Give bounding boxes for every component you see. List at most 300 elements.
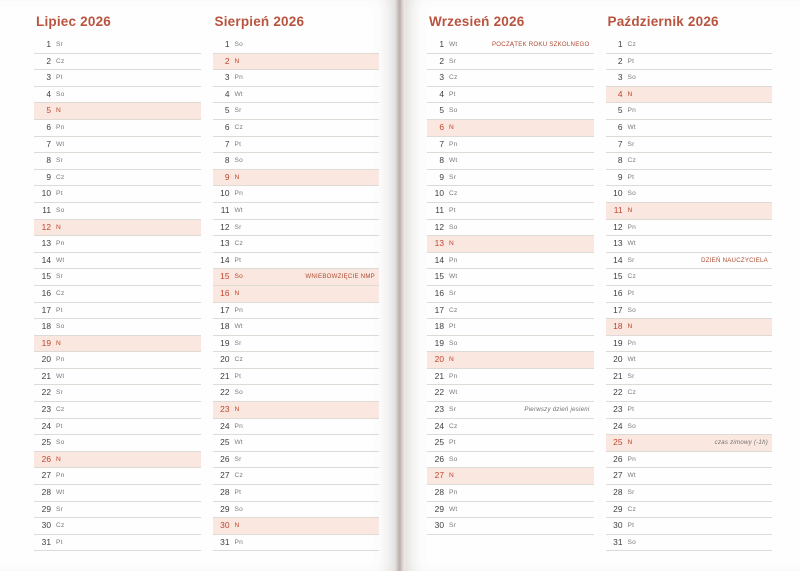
day-row (606, 352, 773, 369)
day-weekday: N (56, 223, 61, 231)
day-number: 15 (41, 271, 51, 282)
day-number: 24 (41, 420, 51, 431)
day-number: 13 (220, 238, 230, 249)
day-weekday: Wt (627, 123, 636, 131)
day-row (213, 203, 380, 220)
day-weekday: Wt (449, 389, 458, 397)
day-list (606, 37, 773, 563)
day-weekday: Sr (234, 107, 242, 115)
day-row (606, 502, 773, 519)
day-number: 6 (224, 121, 230, 132)
day-weekday: Cz (627, 389, 636, 397)
day-row (34, 518, 201, 535)
day-number: 13 (434, 238, 444, 249)
day-number: 27 (220, 470, 230, 481)
day-weekday: So (627, 422, 636, 430)
day-number: 4 (46, 88, 51, 99)
day-weekday: Pn (56, 356, 65, 364)
day-number: 12 (220, 221, 230, 232)
day-row (34, 419, 201, 436)
day-number: 16 (434, 287, 444, 298)
day-number: 17 (434, 304, 444, 315)
day-weekday: So (56, 90, 65, 98)
day-number: 13 (613, 238, 623, 249)
day-row (213, 369, 380, 386)
day-number: 20 (434, 354, 444, 365)
day-row (606, 220, 773, 237)
day-row (34, 402, 201, 419)
day-row (213, 468, 380, 485)
day-number: 24 (220, 420, 230, 431)
day-row (427, 369, 594, 386)
day-weekday: Pt (56, 306, 63, 314)
day-weekday: So (234, 389, 243, 397)
day-weekday: Sr (449, 522, 456, 530)
day-row (34, 286, 201, 303)
day-row (606, 54, 773, 71)
day-weekday: N (449, 240, 454, 248)
day-number: 30 (434, 520, 444, 531)
day-weekday: Pn (449, 372, 458, 380)
day-weekday: Pt (234, 372, 242, 380)
day-number: 30 (41, 520, 51, 531)
day-number: 28 (41, 487, 51, 498)
day-row (34, 120, 201, 137)
day-number: 14 (220, 254, 230, 265)
day-weekday: N (449, 123, 454, 131)
day-row (427, 435, 594, 452)
day-row (606, 303, 773, 320)
day-number: 25 (41, 437, 51, 448)
day-row (34, 352, 201, 369)
day-row (213, 319, 380, 336)
day-number: 12 (613, 221, 623, 232)
day-number: 9 (617, 171, 623, 182)
day-row (427, 37, 594, 54)
day-weekday: N (234, 289, 240, 297)
day-weekday: So (449, 223, 458, 231)
day-weekday: So (56, 206, 65, 214)
day-weekday: Sr (449, 57, 456, 65)
day-row (213, 385, 380, 402)
day-number: 1 (617, 39, 623, 49)
day-row (427, 485, 594, 502)
day-number: 29 (434, 503, 444, 514)
day-weekday: Pt (234, 140, 242, 148)
day-weekday: Cz (56, 173, 65, 181)
day-weekday: So (627, 74, 636, 82)
day-row (606, 468, 773, 485)
day-number: 24 (434, 420, 444, 431)
day-weekday: Wt (449, 273, 458, 281)
day-weekday: Cz (234, 123, 243, 131)
day-row (34, 153, 201, 170)
day-number: 2 (439, 55, 444, 66)
day-number: 5 (439, 105, 444, 116)
day-row (34, 385, 201, 402)
day-weekday: Sr (56, 389, 63, 397)
day-number: 7 (617, 138, 623, 149)
day-weekday: Pt (627, 406, 635, 414)
day-row (427, 385, 594, 402)
day-weekday: Cz (449, 190, 458, 198)
day-weekday: So (627, 190, 636, 198)
day-number: 11 (220, 204, 230, 215)
day-weekday: Sr (449, 406, 456, 414)
day-number: 25 (613, 437, 623, 448)
day-number: 10 (434, 188, 444, 199)
day-row (34, 54, 201, 71)
day-row (427, 419, 594, 436)
day-row (213, 352, 380, 369)
day-number: 31 (41, 536, 51, 547)
day-row (606, 203, 773, 220)
day-row (427, 402, 594, 419)
day-weekday: So (234, 505, 243, 513)
day-row (213, 518, 380, 535)
day-row (606, 186, 773, 203)
day-weekday: So (234, 41, 243, 48)
day-row (427, 153, 594, 170)
day-number: 10 (613, 188, 623, 199)
day-number: 7 (439, 138, 444, 149)
day-weekday: N (234, 173, 240, 181)
day-number: 6 (439, 121, 444, 132)
day-row (213, 54, 380, 71)
day-row (213, 236, 380, 253)
day-row (427, 336, 594, 353)
day-weekday: Pt (56, 190, 63, 198)
day-row (427, 452, 594, 469)
day-weekday: Sr (449, 289, 456, 297)
day-weekday: Sr (56, 273, 63, 281)
day-list (213, 37, 380, 563)
day-number: 7 (224, 138, 230, 149)
day-number: 20 (613, 354, 623, 365)
day-row (213, 303, 380, 320)
day-number: 28 (434, 487, 444, 498)
day-number: 1 (46, 39, 51, 49)
day-number: 30 (613, 520, 623, 531)
day-number: 4 (439, 88, 444, 99)
day-row (427, 220, 594, 237)
month-column-sierpien (207, 14, 386, 563)
day-row (34, 137, 201, 154)
day-weekday: N (449, 472, 454, 480)
day-weekday: Wt (234, 439, 243, 447)
day-weekday: Cz (56, 57, 65, 65)
day-row (606, 269, 773, 286)
day-row (34, 236, 201, 253)
day-weekday: Pn (627, 223, 636, 231)
day-weekday: N (627, 439, 633, 447)
day-row (213, 452, 380, 469)
day-row (34, 253, 201, 270)
day-row (213, 220, 380, 237)
day-weekday: Cz (627, 505, 636, 513)
day-number: 31 (613, 536, 623, 547)
day-row (213, 70, 380, 87)
day-row (606, 120, 773, 137)
day-weekday: Pn (234, 306, 243, 314)
day-number: 31 (220, 536, 230, 547)
day-weekday: N (627, 323, 633, 331)
day-row (213, 269, 380, 286)
day-row (606, 402, 773, 419)
day-weekday: Pt (56, 538, 63, 546)
day-weekday: Pn (234, 538, 243, 546)
day-weekday: Wt (449, 505, 458, 513)
day-row (427, 186, 594, 203)
day-weekday: Pn (56, 123, 65, 131)
day-row (34, 103, 201, 120)
day-row (427, 319, 594, 336)
day-row (427, 203, 594, 220)
day-number: 27 (434, 470, 444, 481)
day-row (34, 186, 201, 203)
day-row (606, 153, 773, 170)
day-weekday: Pn (234, 422, 243, 430)
day-weekday: Wt (234, 90, 243, 98)
day-weekday: Cz (56, 289, 65, 297)
day-number: 8 (439, 155, 444, 166)
day-row (34, 269, 201, 286)
day-row (213, 535, 380, 552)
day-number: 21 (434, 370, 444, 381)
day-number: 3 (439, 72, 444, 83)
day-weekday: Wt (627, 240, 636, 248)
day-row (427, 518, 594, 535)
day-row (606, 170, 773, 187)
day-number: 10 (220, 188, 230, 199)
day-number: 23 (41, 404, 51, 415)
day-row (427, 103, 594, 120)
day-number: 26 (220, 453, 230, 464)
day-number: 26 (613, 453, 623, 464)
day-number: 21 (220, 370, 230, 381)
day-row (34, 468, 201, 485)
day-number: 21 (613, 370, 623, 381)
book-spine (395, 0, 405, 571)
day-number: 3 (617, 72, 623, 83)
day-row (213, 153, 380, 170)
day-number: 23 (613, 404, 623, 415)
day-number: 23 (434, 404, 444, 415)
day-weekday: Wt (234, 323, 243, 331)
day-row (213, 336, 380, 353)
day-number: 2 (46, 55, 51, 66)
day-weekday: Cz (627, 41, 636, 48)
day-weekday: Sr (56, 157, 63, 165)
day-note: czas zimowy (-1h) (714, 439, 768, 447)
day-row (213, 253, 380, 270)
day-weekday: Wt (627, 356, 636, 364)
day-number: 26 (41, 453, 51, 464)
day-row (213, 402, 380, 419)
day-number: 8 (46, 155, 51, 166)
day-row (606, 103, 773, 120)
day-number: 25 (434, 437, 444, 448)
day-weekday: So (627, 306, 636, 314)
day-row (606, 385, 773, 402)
day-weekday: Cz (234, 240, 243, 248)
day-number: 12 (41, 221, 51, 232)
day-weekday: Cz (627, 273, 636, 281)
day-row (427, 502, 594, 519)
day-row (606, 319, 773, 336)
day-weekday: Pn (627, 339, 636, 347)
day-number: 13 (41, 238, 51, 249)
day-weekday: Sr (234, 339, 242, 347)
day-row (427, 87, 594, 104)
day-number: 23 (220, 404, 230, 415)
day-weekday: Pt (627, 289, 635, 297)
day-weekday: N (449, 356, 454, 364)
day-weekday: Pn (56, 240, 65, 248)
month-column-pazdziernik (600, 14, 779, 563)
day-weekday: N (56, 455, 61, 463)
day-weekday: N (627, 90, 633, 98)
day-number: 24 (613, 420, 623, 431)
day-weekday: Wt (56, 256, 65, 264)
day-row (606, 369, 773, 386)
day-number: 16 (220, 287, 230, 298)
day-row (34, 336, 201, 353)
day-row (427, 70, 594, 87)
day-weekday: N (234, 522, 240, 530)
day-number: 27 (613, 470, 623, 481)
day-weekday: Sr (449, 173, 456, 181)
day-weekday: Pt (234, 489, 242, 497)
day-row (34, 70, 201, 87)
day-number: 19 (613, 337, 623, 348)
day-weekday: Sr (56, 41, 63, 48)
day-number: 8 (224, 155, 230, 166)
day-number: 15 (613, 271, 623, 282)
day-number: 4 (224, 88, 230, 99)
day-number: 19 (434, 337, 444, 348)
day-row (427, 286, 594, 303)
day-number: 21 (41, 370, 51, 381)
day-row (427, 468, 594, 485)
day-number: 7 (46, 138, 51, 149)
day-row (606, 452, 773, 469)
month-title: Październik 2026 (607, 14, 719, 29)
day-row (427, 54, 594, 71)
day-number: 15 (220, 271, 230, 282)
day-number: 5 (46, 105, 51, 116)
day-row (34, 203, 201, 220)
day-number: 14 (613, 254, 623, 265)
day-row (34, 303, 201, 320)
day-row (213, 137, 380, 154)
day-weekday: Pt (56, 74, 63, 82)
day-row (427, 236, 594, 253)
day-weekday: Cz (56, 522, 65, 530)
day-weekday: Pn (449, 489, 458, 497)
day-row (427, 120, 594, 137)
day-number: 2 (224, 55, 230, 66)
day-row (606, 435, 773, 452)
day-row (213, 485, 380, 502)
day-row (34, 220, 201, 237)
day-row (427, 535, 594, 551)
day-weekday: Wt (56, 372, 65, 380)
day-number: 17 (220, 304, 230, 315)
day-number: 20 (41, 354, 51, 365)
day-row (427, 269, 594, 286)
day-row (34, 502, 201, 519)
day-weekday: Cz (449, 422, 458, 430)
day-row (427, 170, 594, 187)
day-weekday: Wt (56, 140, 65, 148)
day-number: 1 (439, 39, 444, 49)
month-column-lipiec (28, 14, 207, 563)
day-weekday: Pn (56, 472, 65, 480)
day-row (34, 319, 201, 336)
day-number: 9 (224, 171, 230, 182)
day-number: 16 (613, 287, 623, 298)
day-number: 8 (617, 155, 623, 166)
day-number: 29 (613, 503, 623, 514)
day-weekday: Pt (627, 522, 635, 530)
day-weekday: Wt (449, 41, 458, 48)
month-column-wrzesien (421, 14, 600, 563)
day-weekday: N (234, 57, 240, 65)
day-list (34, 37, 201, 563)
day-row (34, 87, 201, 104)
day-row (34, 485, 201, 502)
day-number: 22 (41, 387, 51, 398)
day-row (427, 303, 594, 320)
day-number: 14 (41, 254, 51, 265)
day-number: 9 (46, 171, 51, 182)
day-number: 6 (46, 121, 51, 132)
month-title: Lipiec 2026 (36, 14, 111, 29)
day-weekday: Cz (234, 356, 243, 364)
month-title: Wrzesień 2026 (429, 14, 525, 29)
day-row (34, 369, 201, 386)
day-note: Pierwszy dzień jesieni (524, 406, 590, 414)
day-weekday: Cz (627, 157, 636, 165)
day-weekday: So (56, 323, 65, 331)
day-number: 3 (224, 72, 230, 83)
day-number: 19 (41, 337, 51, 348)
day-number: 18 (434, 321, 444, 332)
day-number: 10 (41, 188, 51, 199)
day-number: 14 (434, 254, 444, 265)
day-number: 11 (613, 204, 623, 215)
day-weekday: Pt (449, 206, 456, 214)
day-weekday: Sr (234, 455, 242, 463)
day-weekday: N (56, 339, 61, 347)
day-row (606, 137, 773, 154)
day-row (606, 70, 773, 87)
day-weekday: Pn (449, 256, 458, 264)
day-weekday: Cz (56, 406, 65, 414)
day-weekday: Pt (56, 422, 63, 430)
day-number: 18 (613, 321, 623, 332)
day-number: 26 (434, 453, 444, 464)
day-weekday: N (627, 206, 633, 214)
planner-page-left (0, 0, 395, 571)
day-list (427, 37, 594, 563)
day-weekday: Sr (627, 372, 635, 380)
day-number: 3 (46, 72, 51, 83)
day-weekday: Pn (627, 455, 636, 463)
day-number: 29 (220, 503, 230, 514)
day-weekday: Sr (627, 489, 635, 497)
